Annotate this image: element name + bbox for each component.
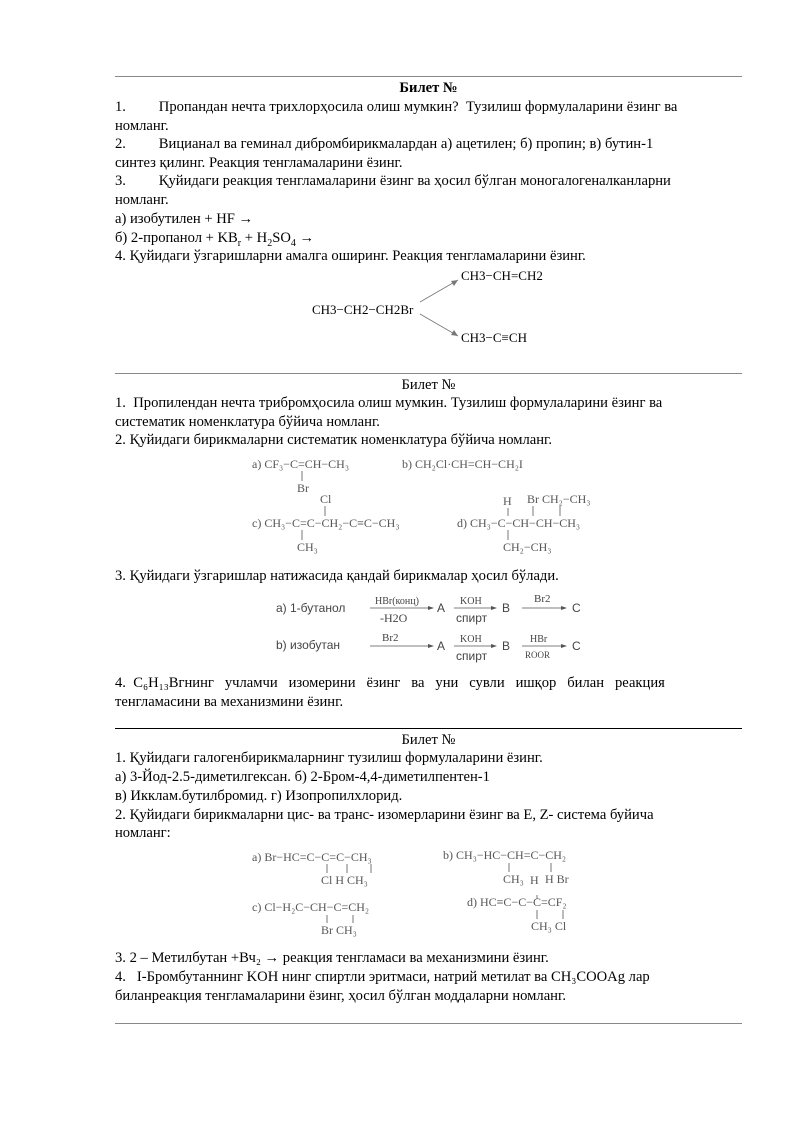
ticket3-q1-vg: в) Икклам.бутилбромид. г) Изопропилхлорид.: [115, 788, 403, 804]
reaction-a-r1-top: HBr(конц): [375, 596, 419, 607]
reaction-b-r3-top: HBr: [530, 634, 548, 645]
ticket1-q3-line2: номланг.: [115, 192, 169, 208]
reaction-b-r3-bot: ROOR: [525, 650, 551, 660]
reaction-a-label: а) 1-бутанол: [276, 601, 346, 615]
reaction-a-r2-top: KOH: [460, 596, 482, 607]
reaction-a-r1-bot: -H2O: [380, 611, 408, 625]
ticket1-q1-line1: 1. Пропандан нечта трихлорҳосила олиш мумкин? Тузилиш формулаларини ёзинг ва: [115, 99, 678, 115]
ticket3-q1-ab: а) 3-Йод-2.5-диметилгексан. б) 2-Бром-4,4-диметилпентен-1: [115, 769, 490, 785]
struct-d-h: H: [503, 494, 512, 508]
separator-top: [115, 76, 742, 77]
separator-1: [115, 373, 742, 374]
ticket3-q4-line2: биланреакция тенгламаларини ёзинг, ҳосил бўлган моддаларни номланг.: [115, 988, 566, 1004]
struct-c-ch3: CH₃: [297, 540, 318, 554]
scheme-start: CH3−CH2−CH2Br: [312, 302, 414, 317]
struct3-a: a) Br−HC=C−C=C−CH₃: [252, 850, 372, 864]
ticket2-title: Билет №: [401, 377, 456, 393]
struct3-a-subs: Cl H CH₃: [321, 873, 368, 887]
reaction-a-r3-top: Br2: [534, 593, 551, 605]
ticket3-title: Билет №: [401, 732, 456, 748]
reaction-b-B: B: [502, 639, 511, 653]
struct3-d-subs: CH₃ Cl: [531, 919, 567, 933]
struct3-b: b) CH₃−HC−CH=C−CH₂: [443, 848, 567, 862]
reaction-b-C: C: [572, 639, 581, 653]
reaction-b-r2-bot: спирт: [456, 649, 488, 663]
scheme-arrow-up: [420, 280, 458, 302]
separator-bottom: [115, 1023, 742, 1024]
ticket3-q2-line2: номланг:: [115, 825, 171, 841]
ticket1-q3-line1: 3. Қуйидаги реакция тенгламаларини ёзинг ва ҳосил бўлган моногалогеналканларни: [115, 173, 671, 189]
separator-2: [115, 728, 742, 729]
struct3-b-ch3: CH₃: [503, 872, 524, 886]
ticket1-q2-line1: 2. Вицианал ва геминал дибромбирикмалардан а) ацетилен; б) пропин; в) бутин-1: [115, 136, 654, 152]
struct-c-cl: Cl: [320, 492, 332, 506]
ticket1-q1-line2: номланг.: [115, 118, 169, 134]
reaction-b-label: b) изобутан: [276, 638, 341, 652]
struct-c: c) CH₃−C=C−CH₂−C≡C−CH₃: [252, 516, 400, 530]
struct-a-br: Br: [297, 481, 309, 495]
struct-d-top: Br CH₂−CH₃: [527, 492, 591, 506]
ticket1-q4: 4. Қуйидаги ўзгаришларни амалга оширинг. Реакция тенгламаларини ёзинг.: [115, 248, 586, 264]
ticket2-q2: 2. Қуйидаги бирикмаларни систематик номенклатура бўйича номланг.: [115, 432, 553, 448]
ticket3-q3: 3. 2 – Метилбутан +Вч₂ → реакция тенгламаси ва механизмини ёзинг.: [115, 950, 549, 966]
struct-d-bottom: CH₂−CH₃: [503, 540, 552, 554]
reaction-b-r1-top: Br2: [382, 632, 399, 644]
struct3-b-h: H: [530, 873, 539, 887]
struct3-d: d) HC≡C−C−C=CF₂: [467, 895, 567, 909]
ticket2-structures: [245, 450, 625, 560]
scheme-bottom: CH3−C≡CH: [461, 330, 527, 345]
ticket3-q1: 1. Қуйидаги галогенбирикмаларнинг тузилиш формулаларини ёзинг.: [115, 750, 543, 766]
reaction-b-r2-top: KOH: [460, 634, 482, 645]
struct3-b-br: H Br: [545, 872, 569, 886]
ticket3-q2-line1: 2. Қуйидаги бирикмаларни цис- ва транс- изомерларини ёзинг ва E, Z- система буйича: [115, 807, 654, 823]
ticket3-structures: [245, 843, 625, 943]
ticket3-q4-line1: 4. I-Бромбутаннинг KOH нинг спиртли эритмаси, натрий метилат ва CH₃COOAg лар: [115, 969, 650, 985]
reaction-a-B: B: [502, 601, 511, 615]
ticket2-reactions: [270, 590, 600, 670]
struct-d: d) CH₃−C−CH−CH−CH₃: [457, 516, 581, 530]
struct3-c-subs: Br CH₃: [321, 923, 357, 937]
ticket2-q1-line2: систематик номенклатура бўйича номланг.: [115, 414, 380, 430]
ticket2-q1-line1: 1. Пропилендан нечта трибромҳосила олиш мумкин. Тузилиш формулаларини ёзинг ва: [115, 395, 663, 411]
ticket2-q4-line1: 4. C₆H₁₃Вгнинг учламчи изомерини ёзинг ва уни сувли ишқор билан реакция: [115, 675, 665, 691]
ticket2-q3: 3. Қуйидаги ўзгаришлар натижасида қандай бирикмалар ҳосил бўлади.: [115, 568, 559, 584]
reaction-a-C: C: [572, 601, 581, 615]
scheme-arrow-down: [420, 314, 458, 336]
ticket1-q3-a: а) изобутилен + HF →: [115, 211, 254, 227]
reaction-b-A: A: [437, 639, 446, 653]
ticket1-q3-b: б) 2-пропанол + $KB_r + H_2SO_4$ →: [115, 230, 315, 249]
scheme-top: CH3−CH=CH2: [461, 268, 543, 283]
reaction-a-r2-bot: спирт: [456, 611, 488, 625]
ticket2-q4-line2: тенгламасини ва механизмини ёзинг.: [115, 694, 344, 710]
ticket1-title: Билет №: [399, 80, 458, 96]
struct-b: b) CH₂Cl·CH=CH−CH₂I: [402, 457, 523, 471]
struct-a: a) CF₃−C=CH−CH₃: [252, 457, 350, 471]
ticket1-scheme: [300, 262, 560, 352]
ticket1-q2-line2: синтез қилинг. Реакция тенгламаларини ёзинг.: [115, 155, 403, 171]
struct3-c: c) Cl−H₂C−CH−C=CH₂: [252, 900, 370, 914]
reaction-a-A: A: [437, 601, 446, 615]
